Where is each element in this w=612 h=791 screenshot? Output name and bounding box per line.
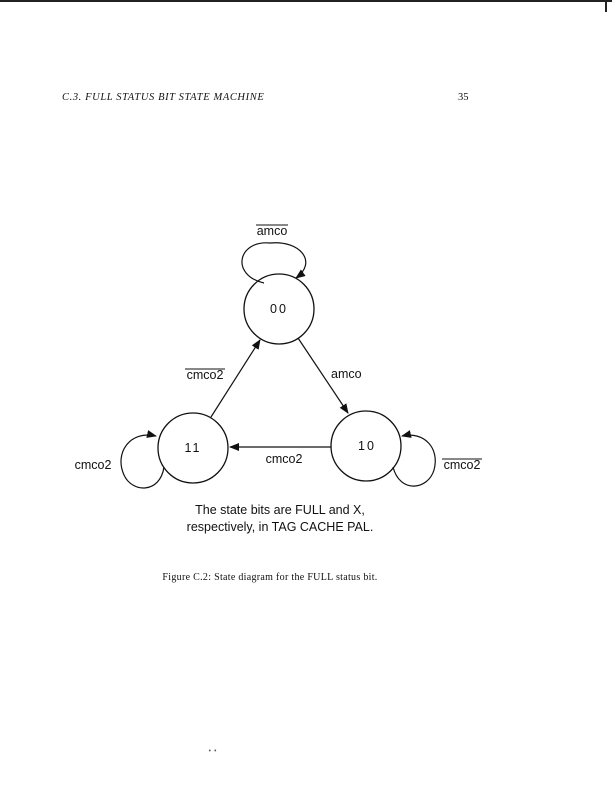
state-11-label: 11: [184, 441, 202, 455]
self-loop-10-label: cmco2: [443, 458, 481, 472]
self-loop-10: [393, 435, 435, 486]
edge-00-to-10-label: amco: [331, 367, 362, 381]
state-00-label: 00: [270, 302, 288, 316]
note-line-1: The state bits are FULL and X,: [195, 503, 365, 517]
state-10-label: 10: [358, 439, 376, 453]
edge-11-to-00-label: cmco2: [186, 368, 224, 382]
self-loop-11-label: cmco2: [74, 458, 112, 472]
running-head: C.3. FULL STATUS BIT STATE MACHINE: [62, 92, 265, 103]
scan-specks: • •: [208, 748, 217, 755]
edge-10-to-11-label: cmco2: [265, 452, 303, 466]
self-loop-00: [242, 243, 306, 283]
self-loop-11: [121, 435, 164, 488]
page-number: 35: [458, 92, 469, 103]
note-line-2: respectively, in TAG CACHE PAL.: [186, 520, 374, 534]
self-loop-00-label: amco: [256, 224, 288, 238]
figure-caption: Figure C.2: State diagram for the FULL status bit.: [162, 572, 378, 583]
